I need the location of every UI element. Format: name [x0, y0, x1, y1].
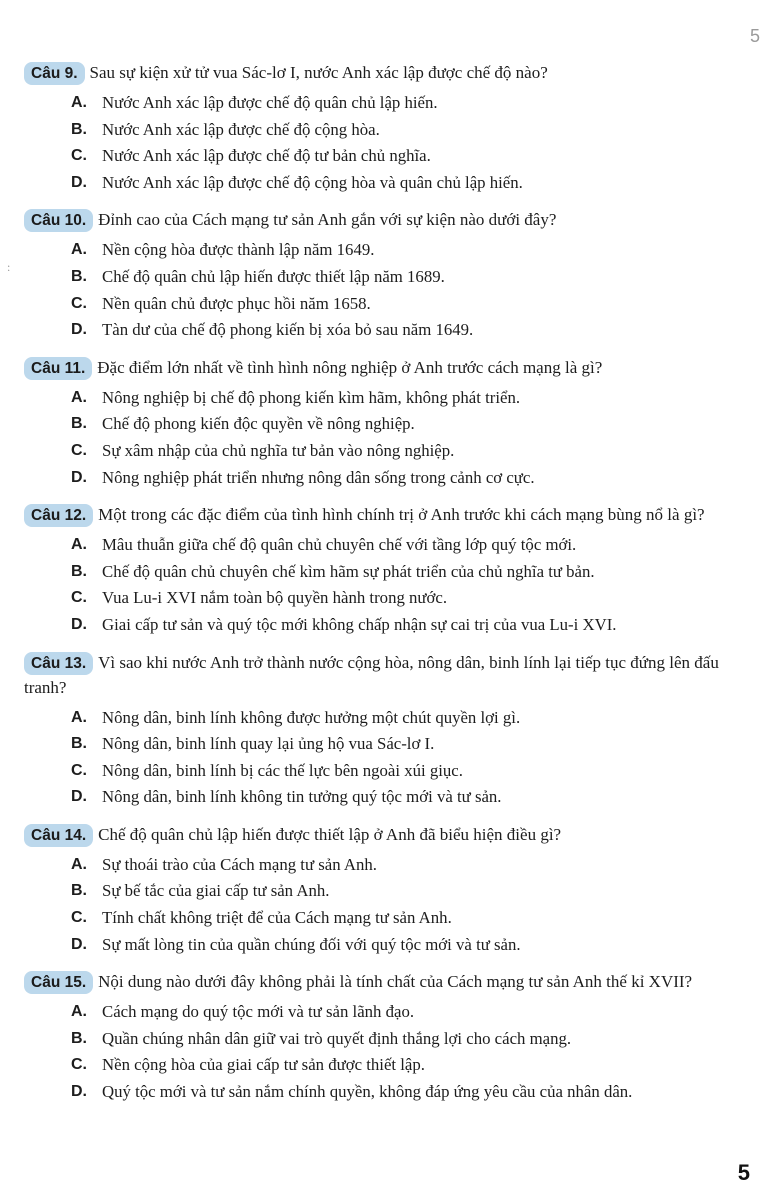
answer-option [24, 438, 764, 465]
corner-page-number: 5 [749, 26, 760, 46]
answer-option [24, 1052, 764, 1079]
option-letter: B. [71, 1029, 87, 1047]
option-letter: B. [71, 562, 87, 580]
answer-option [24, 731, 764, 758]
option-text: Chế độ quân chủ chuyên chế kìm hãm sự phát triển của chủ nghĩa tư bản. [102, 561, 595, 581]
question-block [24, 355, 764, 491]
answer-option [24, 612, 764, 639]
question-text: Vì sao khi nước Anh trở thành nước cộng hòa, nông dân, binh lính lại tiếp tục đứng lên đấu tranh? [24, 652, 719, 697]
answer-option [24, 758, 764, 785]
question-block [24, 502, 764, 638]
option-letter: A. [71, 536, 87, 554]
answer-option [24, 90, 764, 117]
question-number-badge: Câu 10. [24, 209, 93, 232]
option-text: Nông nghiệp phát triển nhưng nông dân sống trong cảnh cơ cực. [102, 467, 535, 487]
option-letter: D. [71, 1083, 87, 1101]
question-stem [24, 207, 764, 232]
answer-option [24, 585, 764, 612]
option-letter: D. [71, 468, 87, 486]
option-letter: D. [71, 935, 87, 953]
answer-option [24, 999, 764, 1026]
option-text: Tính chất không triệt để của Cách mạng tư sản Anh. [102, 908, 452, 928]
question-block [24, 969, 764, 1105]
question-number-badge: Câu 12. [24, 504, 93, 527]
answer-option [24, 143, 764, 170]
question-stem [24, 355, 764, 380]
answer-option [24, 532, 764, 559]
question-text: Đặc điểm lớn nhất về tình hình nông nghiệp ở Anh trước cách mạng là gì? [97, 357, 603, 377]
answer-option [24, 852, 764, 879]
question-stem [24, 650, 764, 700]
option-text: Giai cấp tư sản và quý tộc mới không chấp nhận sự cai trị của vua Lu-i XVI. [102, 614, 617, 634]
option-text: Sự mất lòng tin của quần chúng đối với quý tộc mới và tư sản. [102, 934, 521, 954]
question-stem [24, 969, 764, 994]
option-text: Nông dân, binh lính bị các thế lực bên ngoài xúi giục. [102, 760, 463, 780]
option-letter: D. [71, 321, 87, 339]
answer-option [24, 170, 764, 197]
option-text: Nông nghiệp bị chế độ phong kiến kìm hãm, không phát triển. [102, 387, 521, 407]
question-number-badge: Câu 13. [24, 652, 93, 675]
option-text: Tàn dư của chế độ phong kiến bị xóa bỏ sau năm 1649. [102, 320, 474, 340]
option-text: Nước Anh xác lập được chế độ cộng hòa và quân chủ lập hiến. [102, 172, 523, 192]
option-text: Nền cộng hòa được thành lập năm 1649. [102, 240, 375, 260]
question-block [24, 60, 764, 196]
option-text: Sự xâm nhập của chủ nghĩa tư bản vào nông nghiệp. [102, 440, 455, 460]
option-text: Nông dân, binh lính không tin tưởng quý tộc mới và tư sản. [102, 787, 502, 807]
option-letter: B. [71, 120, 87, 138]
option-letter: D. [71, 173, 87, 191]
question-block [24, 207, 764, 343]
option-letter: B. [71, 267, 87, 285]
answer-option [24, 705, 764, 732]
option-text: Quần chúng nhân dân giữ vai trò quyết định thắng lợi cho cách mạng. [102, 1028, 572, 1048]
option-letter: A. [71, 708, 87, 726]
answer-option [24, 117, 764, 144]
option-text: Nông dân, binh lính không được hưởng một chút quyền lợi gì. [102, 707, 521, 727]
option-letter: C. [71, 761, 87, 779]
option-letter: C. [71, 909, 87, 927]
option-letter: D. [71, 615, 87, 633]
question-text: Một trong các đặc điểm của tình hình chính trị ở Anh trước khi cách mạng bùng nổ là gì? [98, 505, 705, 525]
question-stem [24, 822, 764, 847]
option-text: Nước Anh xác lập được chế độ cộng hòa. [102, 119, 380, 139]
answer-option [24, 237, 764, 264]
question-number-badge: Câu 9. [24, 62, 85, 85]
question-text: Sau sự kiện xử tử vua Sác-lơ I, nước Anh xác lập được chế độ nào? [89, 63, 548, 82]
question-block [24, 650, 764, 811]
question-block [24, 822, 764, 958]
option-text: Sự bế tắc của giai cấp tư sản Anh. [102, 881, 330, 901]
option-text: Sự thoái trào của Cách mạng tư sản Anh. [102, 854, 377, 874]
answer-option [24, 905, 764, 932]
option-text: Nước Anh xác lập được chế độ tư bản chủ nghĩa. [102, 146, 431, 166]
option-text: Mâu thuẫn giữa chế độ quân chủ chuyên chế với tầng lớp quý tộc mới. [102, 535, 577, 555]
answer-option [24, 317, 764, 344]
answer-option [24, 784, 764, 811]
option-letter: C. [71, 589, 87, 607]
answer-option [24, 465, 764, 492]
answer-option [24, 291, 764, 318]
option-text: Nước Anh xác lập được chế độ quân chủ lập hiến. [102, 93, 438, 112]
answer-option [24, 878, 764, 905]
option-text: Nền quân chủ được phục hồi năm 1658. [102, 293, 371, 313]
option-letter: C. [71, 147, 87, 165]
option-text: Nông dân, binh lính quay lại ủng hộ vua Sác-lơ I. [102, 734, 435, 754]
question-stem [24, 502, 764, 527]
option-letter: A. [71, 855, 87, 873]
page-number: 5 [737, 1160, 750, 1185]
question-text: Nội dung nào dưới đây không phải là tính chất của Cách mạng tư sản Anh thế kỉ XVII? [98, 972, 693, 992]
question-number-badge: Câu 11. [24, 357, 92, 380]
question-list [24, 60, 764, 1117]
answer-option [24, 411, 764, 438]
answer-option [24, 385, 764, 412]
question-number-badge: Câu 14. [24, 824, 93, 847]
option-text: Chế độ phong kiến độc quyền về nông nghiệp. [102, 414, 415, 434]
answer-option [24, 932, 764, 959]
answer-option [24, 559, 764, 586]
option-letter: A. [71, 94, 87, 111]
option-text: Chế độ quân chủ lập hiến được thiết lập năm 1689. [102, 266, 445, 286]
answer-option [24, 1026, 764, 1053]
option-text: Quý tộc mới và tư sản nắm chính quyền, không đáp ứng yêu cầu của nhân dân. [102, 1082, 633, 1102]
option-text: Cách mạng do quý tộc mới và tư sản lãnh đạo. [102, 1002, 415, 1022]
option-letter: C. [71, 1056, 87, 1074]
option-letter: C. [71, 294, 87, 312]
question-text: Chế độ quân chủ lập hiến được thiết lập ở Anh đã biểu hiện điều gì? [98, 824, 562, 844]
option-text: Nền cộng hòa của giai cấp tư sản được thiết lập. [102, 1055, 425, 1075]
stray-mark: : [7, 260, 11, 274]
option-letter: B. [71, 735, 87, 753]
option-letter: A. [71, 388, 87, 406]
option-letter: C. [71, 441, 87, 459]
option-letter: B. [71, 415, 87, 433]
answer-option [24, 264, 764, 291]
option-letter: B. [71, 882, 87, 900]
question-text: Đỉnh cao của Cách mạng tư sản Anh gắn với sự kiện nào dưới đây? [98, 210, 557, 230]
question-stem [24, 60, 764, 85]
question-number-badge: Câu 15. [24, 971, 93, 994]
option-text: Vua Lu-i XVI nắm toàn bộ quyền hành trong nước. [102, 588, 448, 608]
answer-option [24, 1079, 764, 1106]
option-letter: A. [71, 241, 87, 259]
option-letter: A. [71, 1003, 87, 1021]
option-letter: D. [71, 788, 87, 806]
